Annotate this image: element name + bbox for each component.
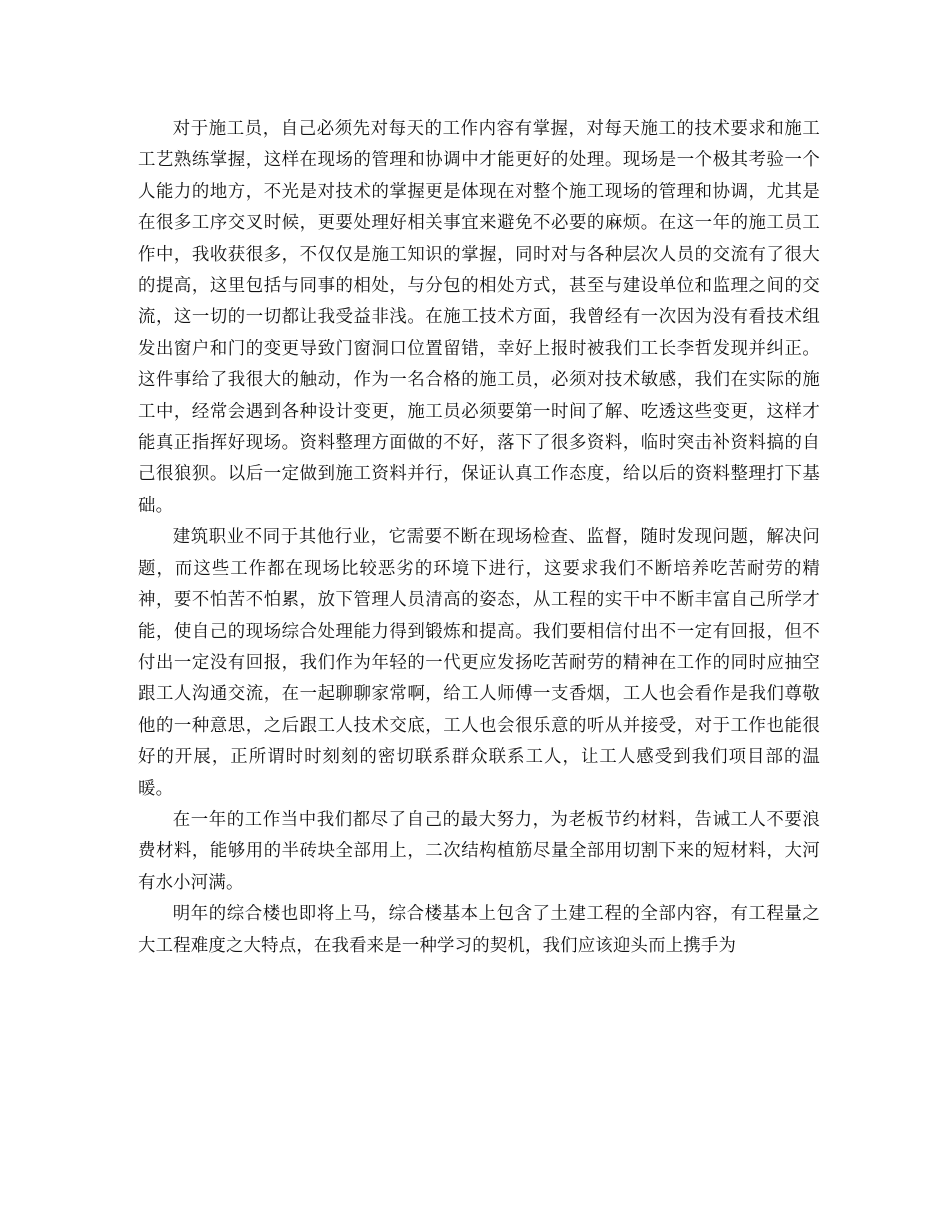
paragraph-2: 建筑职业不同于其他行业，它需要不断在现场检查、监督，随时发现问题，解决问题，而这些工作都在现场比较恶劣的环境下进行，这要求我们不断培养吃苦耐劳的精神，要不怕苦不怕累，放下管理人员清高的姿态，从工程的实干中不断丰富自己所学才能，使自己的现场综合处理能力得到锻炼和提高。我们要相信付出不一定有回报，但不付出一定没有回报，我们作为年轻的一代更应发扬吃苦耐劳的精神在工作的同时应抽空跟工人沟通交流，在一起聊聊家常啊，给工人师傅一支香烟，工人也会看作是我们尊敬他的一种意思，之后跟工人技术交底，工人也会很乐意的听从并接受，对于工作也能很好的开展，正所谓时时刻刻的密切联系群众联系工人，让工人感受到我们项目部的温暖。 <box>138 527 820 799</box>
paragraph-3: 在一年的工作当中我们都尽了自己的最大努力，为老板节约材料，告诫工人不要浪费材料，能够用的半砖块全部用上，二次结构植筋尽量全部用切割下来的短材料，大河有水小河满。 <box>138 809 820 893</box>
paragraph-1: 对于施工员，自己必须先对每天的工作内容有掌握，对每天施工的技术要求和施工工艺熟练掌握，这样在现场的管理和协调中才能更好的处理。现场是一个极其考验一个人能力的地方，不光是对技术的掌握更是体现在对整个施工现场的管理和协调，尤其是在很多工序交叉时候，更要处理好相关事宜来避免不必要的麻烦。在这一年的施工员工作中，我收获很多，不仅仅是施工知识的掌握，同时对与各种层次人员的交流有了很大的提高，这里包括与同事的相处，与分包的相处方式，甚至与建设单位和监理之间的交流，这一切的一切都让我受益非浅。在施工技术方面，我曾经有一次因为没有看技术组发出窗户和门的变更导致门窗洞口位置留错，幸好上报时被我们工长李哲发现并纠正。这件事给了我很大的触动，作为一名合格的施工员，必须对技术敏感，我们在实际的施工中，经常会遇到各种设计变更，施工员必须要第一时间了解、吃透这些变更，这样才能真正指挥好现场。资料整理方面做的不好，落下了很多资料，临时突击补资料搞的自己很狼狈。以后一定做到施工资料并行，保证认真工作态度，给以后的资料整理打下基础。 <box>138 119 820 516</box>
document-body <box>138 114 820 962</box>
paragraph-4: 明年的综合楼也即将上马，综合楼基本上包含了土建工程的全部内容，有工程量之大工程难度之大特点，在我看来是一种学习的契机，我们应该迎头而上携手为 <box>138 904 820 956</box>
